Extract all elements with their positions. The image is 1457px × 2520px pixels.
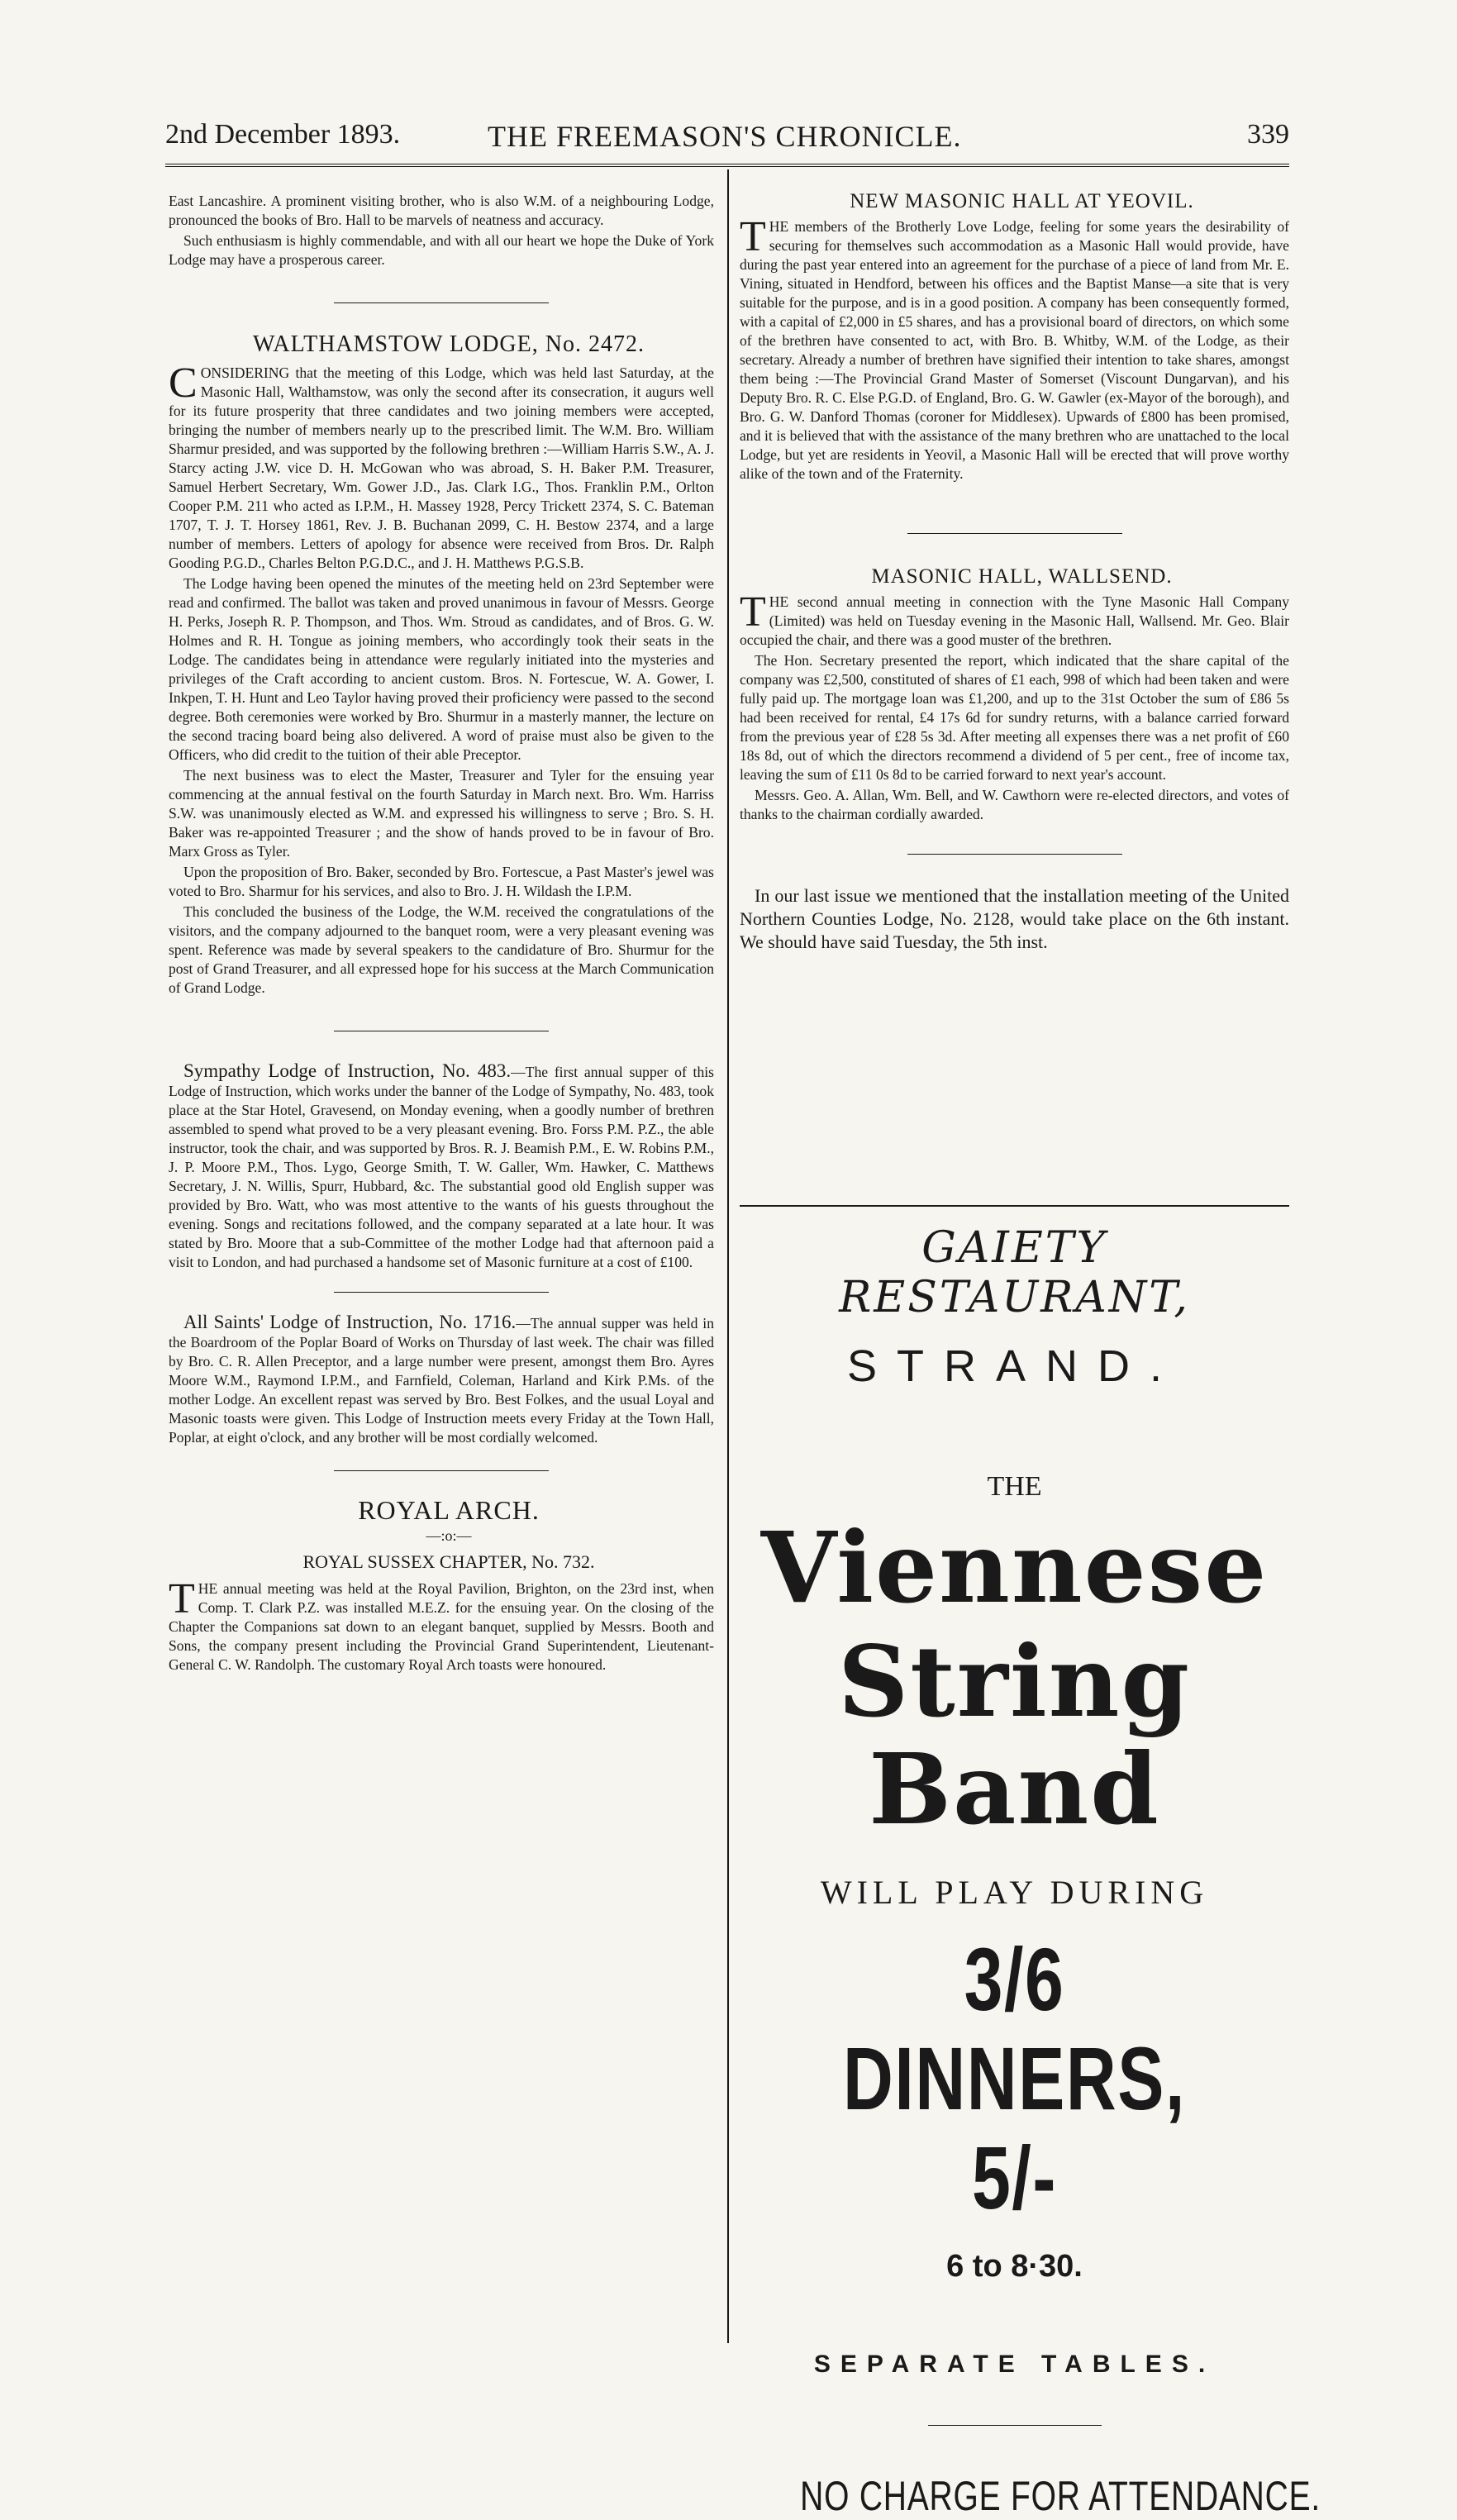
intro-paragraph: East Lancashire. A prominent visiting brother, who is also W.M. of a neighbouring Lodge, pronounced the books of Bro. Hall to be marvels of neatness and accuracy. [169,193,714,228]
masthead-title: THE FREEMASON'S CHRONICLE. [488,120,962,153]
walthamstow-heading: WALTHAMSTOW LODGE, No. 2472. [253,331,645,357]
advert-will-play: WILL PLAY DURING [820,1874,1209,1911]
walthamstow-paragraph: CONSIDERING that the meeting of this Lodge, which was held last Saturday, at the Masonic Hall, Walthamstow, was only the second after its consecration, it augurs well for its future prosperity that three candidates and two joining members were accepted, bringing the number of members nearly up to the prescribed limit. The W.M. Bro. William Sharmur presided, and was supported by the following brethren :—William Harris S.W., A. J. Starcy acting J.W. vice D. H. McGowan who was abroad, S. H. Baker P.M. Treasurer, Samuel Herbert Secretary, Wm. Gower J.D., Jas. Clark I.G., Thos. Franklin P.M., Orlton Cooper P.M. 211 who acted as I.P.M., H. Massey 1928, Percy Trickett 2374, S. C. Bateman 1707, T. J. T. Horsey 1861, Rev. J. B. Buchanan 2099, C. H. Bestow 2374, and a large number of members. Letters of apology for absence were received from Bros. Dr. Ralph Gooding P.G.D., Charles Belton P.G.D.C., and J. H. Matthews P.G.S.B. [169,360,714,571]
sympathy-lead: Sympathy Lodge of Instruction, No. 483. [183,1060,512,1081]
advert-separate-tables: SEPARATE TABLES. [813,2351,1216,2378]
advert-restaurant-name: GAIETY RESTAURANT, [839,1223,1190,1322]
yeovil-paragraph: THE members of the Brotherly Love Lodge, feeling for some years the desirability of securing for themselves such accommodation as a Masonic Hall would provide, have during the past year entered into an agreement for the purchase of a piece of land from Mr. E. Vining, situated in Hendford, between his offices and the Baptist Manse—a site that is very suitable for the purpose, and is in a good position. A company has been consequently formed, with a capital of £2,000 in £5 shares, and has a provisional board of directors, on which some of the brethren have consented to act, with Bro. B. Whitby, W.M. of the Lodge, as their secretary. Already a number of brethren have signified their intention to take shares, amongst them being :—The Provincial Grand Master of Somerset (Viscount Dungarvan), and his Deputy Bro. R. C. Else P.G.D. of England, Bro. G. W. Gawler (ex-Mayor of the borough), and Bro. G. W. Danford Thomas (coroner for Middlesex). Upwards of £800 has been promised, and it is believed that with the assistance of the many brethren who are unattached to the local Lodge, but yet are residents in Yeovil, a Masonic Hall will be erected that will prove worthy alike of the town and of the Fraternity. [740,213,1289,482]
section-rule [334,1292,549,1293]
gaiety-advertisement [740,1223,1321,2520]
advert-viennese: Viennese [760,1510,1269,1625]
drop-cap: C [169,360,198,407]
advert-times: 6 to 8·30. [946,2249,1083,2284]
advert-dinners: 3/6 DINNERS, 5/- [842,1929,1187,2227]
royal-arch-heading: ROYAL ARCH. [358,1495,540,1525]
wallsend-heading: MASONIC HALL, WALLSEND. [871,565,1173,588]
sympathy-paragraph: Sympathy Lodge of Instruction, No. 483.—The first annual supper of this Lodge of Instruction, which works under the banner of the Lodge of Sympathy, No. 483, took place at the Star Hotel, Gravesend, on Monday evening, when a goodly number of brethren assembled to spend what proved to be a very pleasant evening. Bro. Forss P.M. P.Z., the able instructor, took the chair, and was supported by Bros. R. J. Beamish P.M., E. W. Robins P.M., J. P. Moore P.M., Thos. Lygo, George Smith, T. W. Galler, Wm. Hawker, C. Matthews Secretary, J. N. Willis, Spurr, Hubbard, &c. The substantial good old English supper was provided by Bro. Watt, who was most attentive to the wants of his guests throughout the evening. Songs and recitations followed, and the company separated at a late hour. It was stated by Bro. Moore that a sub-Committee of the mother Lodge had that afternoon paid a visit to London, and had purchased a handsome set of Masonic furniture at a cost of £100. [169,1060,714,1270]
section-rule [334,1470,549,1471]
allsaints-paragraph: All Saints' Lodge of Instruction, No. 1716.—The annual supper was held in the Boardroom of the Poplar Board of Works on Thursday of last week. The chair was filled by Bro. C. R. Allen Preceptor, and a large number were present, amongst them Bro. Ayres Moore W.M., Raymond I.P.M., and Farnfield, Coleman, Harland and Kirk P.Ms. of the mother Lodge. An excellent repast was served by Bro. Best Folkes, and the usual Loyal and Masonic toasts were given. This Lodge of Instruction meets every Friday at the Town Hall, Poplar, at eight o'clock, and any brother will be most cordially welcomed. [169,1312,714,1446]
wallsend-paragraph: The Hon. Secretary presented the report, which indicated that the share capital of the company was £2,500, constituted of shares of £1 each, 998 of which had been taken and were fully paid up. The mortgage loan was £1,200, and up to the 31st October the sum of £86 5s had been received for rental, £4 17s 6d for sundry returns, with a balance carried forward from the previous year of £28 5s 3d. After meeting all expenses there was a net profit of £60 18s 8d, out of which the directors recommend a dividend of 5 per cent., free of income tax, leaving the sum of £11 0s 8d to be carried forward to next year's account. [740,652,1289,783]
walthamstow-paragraph: This concluded the business of the Lodge, the W.M. received the congratulations of the visitors, and the company adjourned to the banquet room, were a very pleasant evening was spent. Reference was made by several speakers to the candidature of Bro. Shurmur for the post of Grand Treasurer, and all expressed hope for his success at the March Communication of Grand Lodge. [169,903,714,996]
drop-cap: T [740,588,766,636]
drop-cap: T [740,213,766,260]
ornament: —:o:— [426,1527,472,1544]
allsaints-lead: All Saints' Lodge of Instruction, No. 1716. [183,1312,517,1332]
column-divider [727,169,729,2343]
yeovil-heading: NEW MASONIC HALL AT YEOVIL. [850,190,1194,212]
left-column [169,192,714,1676]
walthamstow-paragraph: Upon the proposition of Bro. Baker, seconded by Bro. Fortescue, a Past Master's jewel was voted to Bro. Sharmur for his services, and also to Bro. J. H. Wildash the I.P.M. [169,864,714,899]
section-rule [907,533,1122,534]
right-column [740,192,1289,955]
section-rule [907,854,1122,855]
page-number: 339 [1247,119,1289,150]
issue-date: 2nd December 1893. [165,119,401,150]
header-rule [165,164,1289,169]
page-header [165,114,1289,160]
section-rule [334,302,549,303]
installation-note: In our last issue we mentioned that the installation meeting of the United Northern Counties Lodge, No. 2128, would take place on the 6th instant. We should have said Tuesday, the 5th inst. [740,885,1289,952]
walthamstow-paragraph: The next business was to elect the Master, Treasurer and Tyler for the ensuing year commencing at the annual festival on the fourth Saturday in March next. Bro. Wm. Harriss S.W. was unanimously elected as W.M. and expressed his willingness to serve ; Bro. S. H. Baker was re-appointed Treasurer ; and the show of hands proved to be in favour of Bro. Marx Gross as Tyler. [169,767,714,860]
royal-sussex-paragraph: THE annual meeting was held at the Royal Pavilion, Brighton, on the 23rd inst, when Comp. T. Clark P.Z. was installed M.E.Z. for the ensuing year. On the closing of the Chapter the Companions sat down to an elegant banquet, supplied by Messrs. Booth and Sons, the company present including the Provincial Grand Superintendent, Lieutenant-General C. W. Randolph. The customary Royal Arch toasts were honoured. [169,1575,714,1673]
advert-string-band: String Band [837,1624,1192,1846]
drop-cap: T [169,1575,195,1622]
advert-location: STRAND. [846,1341,1182,1391]
advert-rule [740,1205,1289,1207]
wallsend-paragraph: THE second annual meeting in connection with the Tyne Masonic Hall Company (Limited) was held on Tuesday evening in the Masonic Hall, Wallsend. Mr. Geo. Blair occupied the chair, and there was a good muster of the brethren. [740,588,1289,648]
royal-sussex-heading: ROYAL SUSSEX CHAPTER, No. 732. [302,1551,595,1572]
advert-rule [928,2425,1102,2426]
advert-no-charge: NO CHARGE FOR ATTENDANCE. [800,2473,1321,2519]
wallsend-paragraph: Messrs. Geo. A. Allan, Wm. Bell, and W. Cawthorn were re-elected directors, and votes of thanks to the chairman cordially awarded. [740,787,1289,822]
walthamstow-paragraph: The Lodge having been opened the minutes of the meeting held on 23rd September were read and confirmed. The ballot was taken and proved unanimous in favour of Messrs. George H. Perks, Joseph R. P. Thompson, and Thos. Wm. Stroud as candidates, and of Bros. G. W. Holmes and R. H. Tongue as joining members, who accordingly took their seats in the Lodge. The candidates being in attendance were regularly initiated into the mysteries and privileges of the Craft according to ancient custom. Bros. N. Fortescue, W. A. Gower, I. Inkpen, T. H. Hunt and Leo Taylor having proved their proficiency were passed to the second degree. Both ceremonies were worked by Bro. Shurmur in a masterly manner, the lecture on the second tracing board being also delivered. A word of praise must also be given to the Officers, who did credit to the tuition of their able Preceptor. [169,575,714,763]
intro-paragraph: Such enthusiasm is highly commendable, and with all our heart we hope the Duke of York Lodge may have a prosperous career. [169,232,714,268]
advert-the: THE [987,1471,1042,1502]
